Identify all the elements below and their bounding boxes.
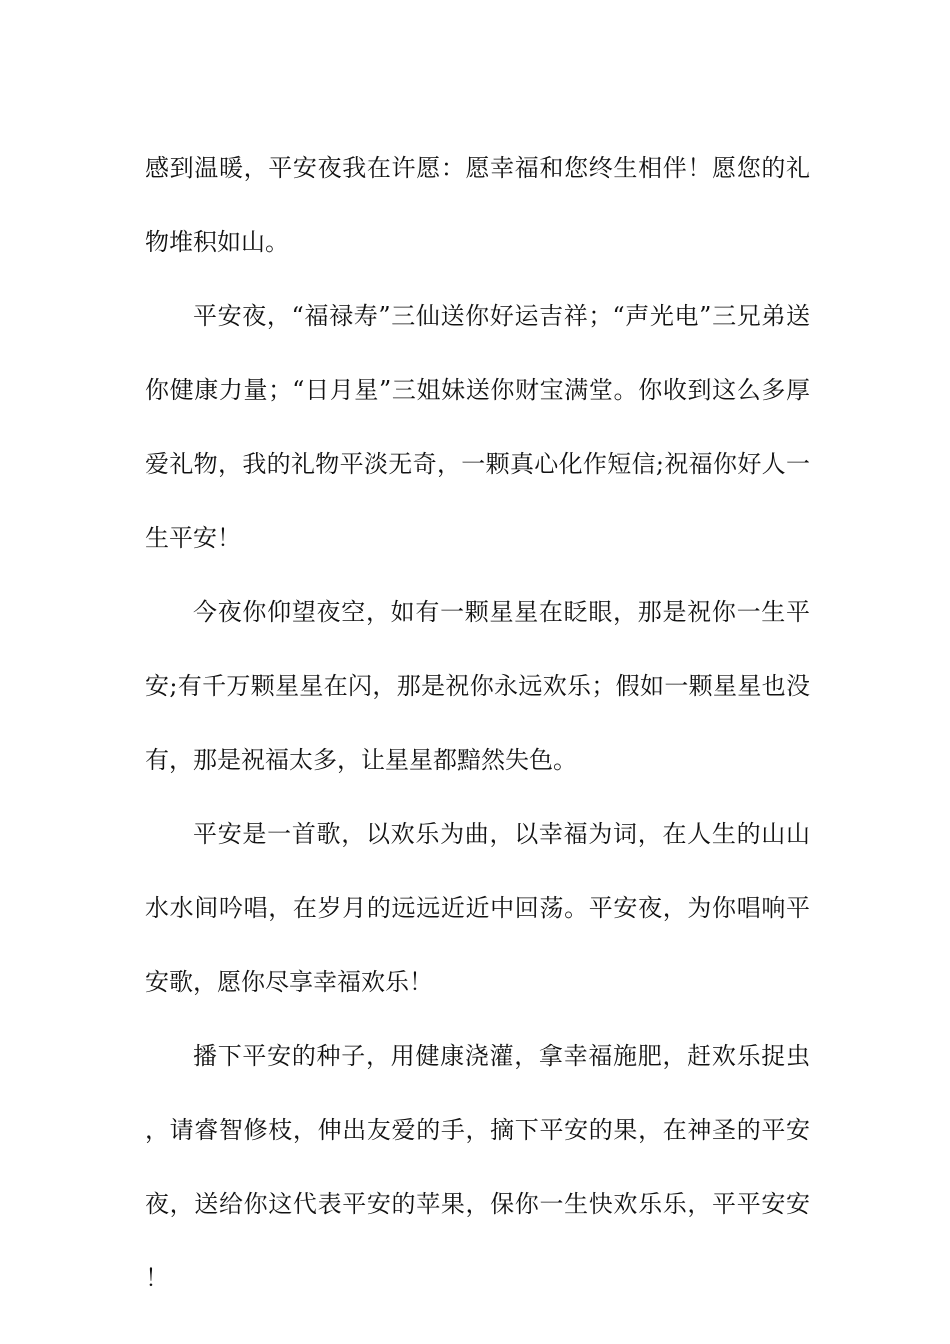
paragraph-4: 平安是一首歌，以欢乐为曲，以幸福为词，在人生的山山水水间吟唱，在岁月的远远近近中回荡。平安夜，为你唱响平安歌，愿你尽享幸福欢乐！ [145, 820, 810, 996]
paragraph-2: 平安夜，“福禄寿”三仙送你好运吉祥；“声光电”三兄弟送你健康力量；“日月星”三姐妹送你财宝满堂。你收到这么多厚爱礼物，我的礼物平淡无奇，一颗真心化作短信;祝福你好人一生平安！ [145, 302, 810, 552]
document-body [145, 131, 810, 1315]
paragraph-5: 播下平安的种子，用健康浇灌，拿幸福施肥，赶欢乐捉虫，请睿智修枝，伸出友爱的手，摘下平安的果，在神圣的平安夜，送给你这代表平安的苹果，保你一生快欢乐乐，平平安安！ [145, 1042, 810, 1292]
paragraph-3: 今夜你仰望夜空，如有一颗星星在眨眼，那是祝你一生平安;有千万颗星星在闪，那是祝你永远欢乐；假如一颗星星也没有，那是祝福太多，让星星都黯然失色。 [145, 598, 810, 774]
paragraph-1: 感到温暖，平安夜我在许愿：愿幸福和您终生相伴！愿您的礼物堆积如山。 [145, 154, 810, 256]
